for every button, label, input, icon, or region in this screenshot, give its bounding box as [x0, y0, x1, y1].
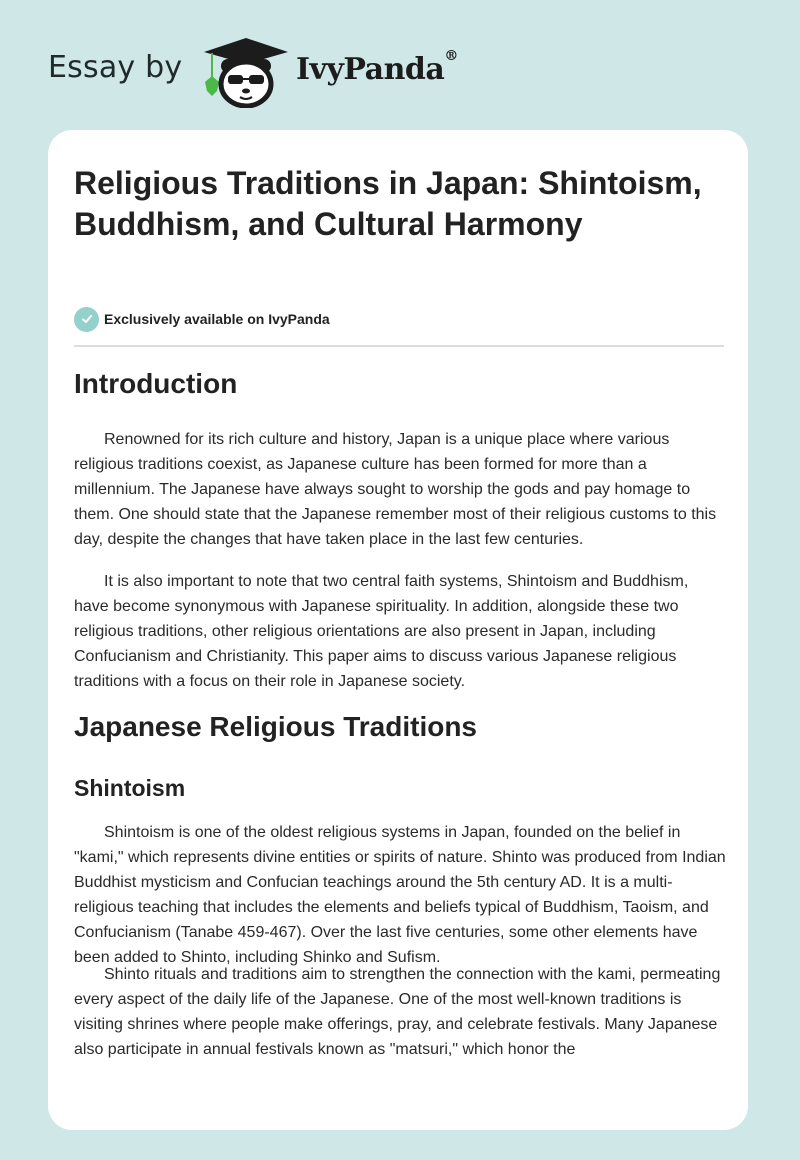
essay-card	[48, 130, 748, 1130]
title-divider	[74, 345, 724, 347]
essay-title: Religious Traditions in Japan: Shintoism, Buddhism, and Cultural Harmony	[74, 165, 702, 242]
brand-name: IvyPanda	[296, 52, 445, 87]
paragraph: Shintoism is one of the oldest religious systems in Japan, founded on the belief in "kami," which represents divine entities or spirits of nature. Shinto was produced from Indian Buddhist mysticism and Confucian teachings around the 5th century AD. It is a multi-religious teaching that includes the elements and beliefs typical of Buddhism, Taoism, and Confucianism (Tanabe 459-467). Over the last five centuries, some other elements have been added to Shinto, including Shinko and Sufism.	[74, 824, 726, 966]
exclusive-badge	[74, 306, 330, 332]
section-heading-introduction: Introduction	[74, 368, 238, 399]
panda-graduate-logo-icon[interactable]	[202, 36, 290, 108]
paragraph: Shinto rituals and traditions aim to strengthen the connection with the kami, permeating every aspect of the daily life of the Japanese. One of the most well-known traditions is visiting shrines where people make offerings, pray, and celebrate festivals. Many Japanese also participate in annual festivals known as "matsuri," which honor the	[74, 966, 721, 1058]
check-circle-icon	[74, 307, 99, 332]
exclusive-badge-text: Exclusively available on IvyPanda	[104, 311, 330, 327]
paragraph: It is also important to note that two central faith systems, Shintoism and Buddhism, have become synonymous with Japanese spirituality. In addition, alongside these two religious traditions, other religious orientations are also present in Japan, including Confucianism and Christianity. This paper aims to discuss various Japanese religious traditions with a focus on their role in Japanese society.	[74, 573, 689, 690]
section-heading-japanese-religious-traditions: Japanese Religious Traditions	[74, 711, 478, 742]
subsection-heading-shintoism: Shintoism	[74, 775, 186, 801]
paragraph: Renowned for its rich culture and history, Japan is a unique place where various religious traditions coexist, as Japanese culture has been formed for more than a millennium. The Japanese have always sought to worship the gods and pay homage to them. One should state that the Japanese remember most of their religious customs to this day, despite the changes that have taken place in the last few centuries.	[74, 431, 717, 548]
ivypanda-brand[interactable]	[296, 48, 458, 87]
site-header	[0, 0, 800, 130]
registered-mark: ®	[444, 48, 458, 64]
essay-by-label: Essay by	[48, 50, 183, 85]
